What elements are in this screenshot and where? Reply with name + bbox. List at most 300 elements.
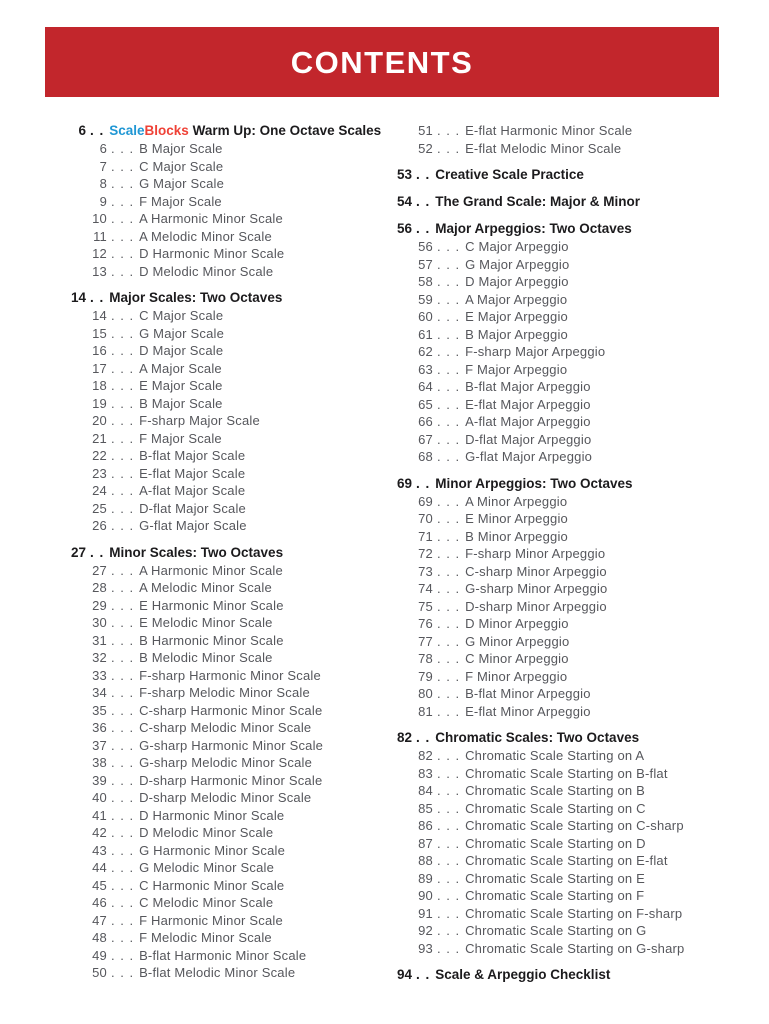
toc-page-number: 16 [92,343,107,358]
toc-leader-dots: . . . [437,528,461,544]
toc-page-number: 9 [99,193,107,209]
toc-leader-dots: . . . [111,895,135,910]
toc-leader-dots: . . . [111,562,135,578]
toc-page-number: 91 [418,905,433,921]
toc-page-number: 52 [418,140,433,156]
toc-leader-dots: . . . [437,703,461,719]
toc-entry-row [389,905,767,923]
toc-page-number: 68 [418,449,433,464]
toc-entry-label: F Harmonic Minor Scale [139,912,283,928]
toc-page-number: 19 [92,395,107,411]
toc-leader-dots: . . . [111,877,135,893]
toc-entry-label: Chromatic Scale Starting on B-flat [465,765,668,781]
toc-entry-row [389,378,767,396]
toc-page-number: 94 [396,967,412,982]
toc-entry-label: B Major Arpeggio [465,326,568,342]
toc-leader-dots: . . . [111,246,135,261]
toc-leader-dots: . . . [111,430,135,446]
toc-leader-dots: . . . [111,395,135,411]
toc-page-number: 6 [99,141,107,156]
toc-page-number: 61 [418,326,433,342]
toc-leader-dots: . . . [437,668,461,684]
toc-leader-dots: . . . [437,511,461,526]
toc-section-title: Scale & Arpeggio Checklist [435,967,611,982]
toc-section-title: Major Arpeggios: Two Octaves [435,221,632,236]
toc-leader-dots: . . . [437,256,461,272]
toc-entry-row [389,765,767,783]
toc-page-number: 70 [418,511,433,526]
toc-entry-label: Chromatic Scale Starting on E-flat [465,853,668,868]
toc-entry-row [389,256,767,274]
toc-entry-label: B-flat Harmonic Minor Scale [139,947,307,963]
toc-leader-dots: . . . [111,860,135,875]
toc-page-number: 32 [92,650,107,665]
toc-page-number: 50 [92,965,107,980]
toc-leader-dots: . . . [437,888,461,903]
toc-entry-label: Chromatic Scale Starting on D [465,835,646,851]
toc-page-number: 44 [92,860,107,875]
toc-entry-row [63,562,389,580]
toc-page-number: 17 [92,360,107,376]
toc-entry-label: E Major Arpeggio [465,309,568,324]
toc-entry-label: E-flat Harmonic Minor Scale [465,123,633,138]
toc-entry-row [63,245,389,263]
toc-section-title: Major Scales: Two Octaves [109,290,283,305]
toc-page-number: 46 [92,895,107,910]
toc-page-number: 85 [418,800,433,816]
toc-leader-dots: . . . [111,193,135,209]
toc-entry-label: D-sharp Melodic Minor Scale [139,790,312,805]
toc-page-number: 69 [396,475,412,491]
toc-leader-dots: . . . [111,158,135,174]
toc-page-number: 25 [92,500,107,516]
toc-entry-row [63,500,389,518]
toc-entry-label: B Major Scale [139,141,223,156]
toc-leader-dots: . . . [437,783,461,798]
toc-page-number: 45 [92,877,107,893]
toc-entry-label: G-flat Major Arpeggio [465,449,593,464]
toc-page-number: 93 [418,940,433,956]
toc-leader-dots: . . . [111,685,135,700]
toc-entry-label: Chromatic Scale Starting on G-sharp [465,940,685,956]
toc-entry-row [63,430,389,448]
toc-page-number: 30 [92,615,107,630]
toc-entry-label: B-flat Major Arpeggio [465,379,591,394]
toc-section-title [109,122,381,140]
toc-page-number: 23 [92,465,107,481]
toc-entry-label: E-flat Major Arpeggio [465,396,591,412]
toc-leader-dots: . . . [437,581,461,596]
toc-entry-label: D-flat Major Arpeggio [465,431,592,447]
toc-page-number: 38 [92,755,107,770]
toc-leader-dots: . . . [437,239,461,254]
toc-page-number: 67 [418,431,433,447]
toc-leader-dots: . . . [437,123,461,138]
toc-page-number: 47 [92,912,107,928]
toc-leader-dots: . . . [437,493,461,509]
toc-leader-dots: . . [416,221,431,236]
toc-entry-row [389,396,767,414]
toc-page-number: 20 [92,413,107,428]
toc-section-row [63,289,389,307]
toc-entry-label: E-flat Minor Arpeggio [465,703,591,719]
toc-leader-dots: . . . [437,765,461,781]
toc-section-row [389,166,767,184]
toc-entry-label: C Major Scale [139,308,224,323]
toc-leader-dots: . . [416,475,431,491]
toc-entry-row [389,633,767,651]
toc-entry-row [389,493,767,511]
toc-entry-row [63,859,389,877]
toc-leader-dots: . . . [111,755,135,770]
toc-entry-row [389,361,767,379]
toc-entry-label: D Minor Arpeggio [465,616,569,631]
toc-leader-dots: . . . [437,853,461,868]
toc-leader-dots: . . . [111,772,135,788]
toc-leader-dots: . . . [111,720,135,735]
toc-entry-label: D Major Scale [139,343,224,358]
toc-page-number: 18 [92,378,107,393]
toc-entry-row [63,360,389,378]
toc-entry-label: F Minor Arpeggio [465,668,568,684]
toc-entry-label: C Harmonic Minor Scale [139,877,285,893]
toc-leader-dots: . . . [111,737,135,753]
toc-leader-dots: . . . [111,343,135,358]
toc-entry-row [389,510,767,528]
toc-page-number: 12 [92,246,107,261]
toc-page-number: 22 [92,448,107,463]
toc-leader-dots: . . . [111,965,135,980]
contents-banner [45,27,719,97]
toc-section-row [63,544,389,562]
toc-page-number: 58 [418,274,433,289]
toc-leader-dots: . . . [111,176,135,191]
toc-leader-dots: . . . [437,309,461,324]
toc-section-row [389,966,767,984]
toc-entry-label: E-flat Melodic Minor Scale [465,140,622,156]
toc-entry-row [63,632,389,650]
toc-page-number: 73 [418,563,433,579]
toc-page-number: 27 [92,562,107,578]
toc-entry-row [63,395,389,413]
toc-page-number: 56 [396,221,412,236]
toc-page-number: 69 [418,493,433,509]
toc-entry-row [63,307,389,325]
toc-leader-dots: . . . [437,431,461,447]
toc-entry-row [389,835,767,853]
toc-leader-dots: . . . [437,686,461,701]
toc-page-number: 64 [418,379,433,394]
toc-entry-label: D-sharp Minor Arpeggio [465,598,607,614]
toc-leader-dots: . . . [437,291,461,307]
toc-leader-dots: . . [90,544,105,560]
toc-entry-row [63,789,389,807]
toc-page-number: 78 [418,651,433,666]
toc-entry-row [389,650,767,668]
toc-page-number: 48 [92,930,107,945]
toc-entry-row [63,964,389,982]
toc-entry-label: A Major Scale [139,360,222,376]
toc-entry-row [63,807,389,825]
toc-entry-row [389,545,767,563]
toc-entry-row [63,614,389,632]
toc-entry-row [63,894,389,912]
toc-section-title: Chromatic Scales: Two Octaves [435,730,640,745]
toc-leader-dots: . . . [437,449,461,464]
toc-entry-label: A-flat Major Arpeggio [465,414,591,429]
toc-leader-dots: . . . [111,632,135,648]
toc-entry-row [389,598,767,616]
toc-entry-label: C Major Scale [139,158,224,174]
toc-leader-dots: . . . [111,211,135,226]
toc-entry-label: E Minor Arpeggio [465,511,568,526]
toc-page-number: 62 [418,344,433,359]
toc-leader-dots: . . . [111,360,135,376]
toc-entry-label: Chromatic Scale Starting on B [465,783,645,798]
toc-section-row [389,475,767,493]
toc-page-number: 51 [418,123,433,138]
toc-page-number: 31 [92,632,107,648]
toc-leader-dots: . . . [437,800,461,816]
toc-entry-label: F-sharp Melodic Minor Scale [139,685,310,700]
toc-page-number: 13 [92,263,107,279]
toc-page-number: 75 [418,598,433,614]
toc-entry-label: A Harmonic Minor Scale [139,562,283,578]
toc-section-title: Minor Arpeggios: Two Octaves [435,475,633,491]
toc-entry-row [389,238,767,256]
toc-page-number: 77 [418,633,433,649]
toc-entry-label: B Minor Arpeggio [465,528,568,544]
toc-page-number: 54 [396,194,412,209]
toc-entry-row [63,579,389,597]
toc-entry-row [389,308,767,326]
toc-page-number: 24 [92,483,107,498]
toc-entry-label: G-sharp Melodic Minor Scale [139,755,313,770]
toc-leader-dots: . . . [437,870,461,886]
toc-page-number: 83 [418,765,433,781]
toc-leader-dots: . . . [111,667,135,683]
toc-page-number: 15 [92,325,107,341]
toc-entry-row [63,342,389,360]
toc-entry-row [63,175,389,193]
toc-entry-label: D Melodic Minor Scale [139,825,274,840]
toc-entry-label: Chromatic Scale Starting on F-sharp [465,905,683,921]
toc-leader-dots: . . . [437,923,461,938]
toc-entry-label: D Harmonic Minor Scale [139,246,285,261]
toc-section-row [63,122,389,140]
toc-leader-dots: . . . [111,930,135,945]
toc-entry-row [389,800,767,818]
toc-page-number: 39 [92,772,107,788]
toc-entry-row [389,668,767,686]
section-title-text: Warm Up: One Octave Scales [188,123,382,138]
toc-entry-label: D-sharp Harmonic Minor Scale [139,772,323,788]
toc-leader-dots: . . . [437,414,461,429]
toc-leader-dots: . . . [437,563,461,579]
toc-page-number: 40 [92,790,107,805]
toc-entry-row [63,702,389,720]
toc-entry-row [63,447,389,465]
toc-page-number: 14 [70,290,86,305]
toc-page-number: 29 [92,597,107,613]
toc-entry-row [389,580,767,598]
toc-entry-row [389,922,767,940]
toc-leader-dots: . . . [111,263,135,279]
toc-entry-label: B-flat Melodic Minor Scale [139,965,296,980]
toc-leader-dots: . . . [111,842,135,858]
toc-leader-dots: . . . [437,818,461,833]
toc-entry-row [63,482,389,500]
toc-entry-row [63,263,389,281]
toc-entry-row [389,782,767,800]
toc-entry-label: F-sharp Major Scale [139,413,260,428]
toc-entry-row [389,852,767,870]
toc-entry-label: C Minor Arpeggio [465,651,569,666]
toc-page-number: 84 [418,783,433,798]
toc-entry-row [389,887,767,905]
toc-entry-row [389,140,767,158]
toc-entry-label: F-sharp Major Arpeggio [465,344,606,359]
toc-page-number: 63 [418,361,433,377]
toc-entry-row [389,122,767,140]
toc-entry-row [63,667,389,685]
toc-page-number: 37 [92,737,107,753]
toc-entry-row [389,431,767,449]
toc-page-number: 43 [92,842,107,858]
brand-scale: Scale [109,123,145,138]
toc-leader-dots: . . . [111,325,135,341]
toc-leader-dots: . . . [437,633,461,649]
toc-entry-row [63,842,389,860]
toc-entry-row [389,343,767,361]
toc-page-number: 34 [92,685,107,700]
toc-leader-dots: . . . [111,308,135,323]
toc-entry-label: A Melodic Minor Scale [139,228,272,244]
toc-leader-dots: . . . [437,326,461,342]
toc-page-number: 66 [418,414,433,429]
toc-entry-label: F Major Scale [139,193,222,209]
toc-entry-row [63,210,389,228]
toc-entry-row [63,412,389,430]
toc-section-row [389,220,767,238]
toc-entry-row [63,649,389,667]
toc-page-number: 53 [396,167,412,182]
toc-entry-label: C-sharp Melodic Minor Scale [139,720,312,735]
toc-entry-label: Chromatic Scale Starting on E [465,870,645,886]
toc-entry-row [63,377,389,395]
toc-leader-dots: . . . [437,651,461,666]
toc-entry-row [389,291,767,309]
toc-entry-row [389,870,767,888]
toc-entry-label: Chromatic Scale Starting on F [465,888,645,903]
toc-entry-row [389,940,767,958]
toc-page-number: 42 [92,825,107,840]
toc-leader-dots: . . . [111,500,135,516]
toc-entry-row [63,517,389,535]
toc-entry-row [389,685,767,703]
toc-entry-row [63,719,389,737]
toc-section-row [389,729,767,747]
toc-leader-dots: . . . [437,344,461,359]
toc-entry-row [389,413,767,431]
toc-entry-row [63,325,389,343]
toc-entry-label: G-flat Major Scale [139,518,247,533]
toc-entry-label: G Major Scale [139,325,225,341]
page-title: CONTENTS [290,44,474,80]
toc-leader-dots: . . . [111,947,135,963]
toc-entry-label: F Melodic Minor Scale [139,930,272,945]
toc-section-title: Minor Scales: Two Octaves [109,544,284,560]
toc-leader-dots: . . . [437,835,461,851]
toc-page-number: 14 [92,308,107,323]
toc-page-number: 82 [396,730,412,745]
toc-entry-label: B Melodic Minor Scale [139,650,273,665]
toc-page-number: 65 [418,396,433,412]
toc-page-number: 11 [93,228,107,244]
toc-leader-dots: . . . [111,378,135,393]
toc-page-number: 88 [418,853,433,868]
toc-entry-row [389,528,767,546]
toc-entry-label: F Major Arpeggio [465,361,568,377]
toc-page-number: 57 [418,256,433,272]
toc-page-number: 60 [418,309,433,324]
toc-entry-label: G Melodic Minor Scale [139,860,275,875]
toc-page-number: 26 [92,518,107,533]
toc-leader-dots: . . . [437,940,461,956]
toc-section-title: Creative Scale Practice [435,167,584,182]
toc-entry-row [389,747,767,765]
toc-entry-row [63,465,389,483]
toc-leader-dots: . . . [437,546,461,561]
toc-entry-label: G Minor Arpeggio [465,633,570,649]
toc-entry-label: A Major Arpeggio [465,291,568,307]
toc-entry-row [63,737,389,755]
toc-entry-label: Chromatic Scale Starting on C [465,800,646,816]
toc-entry-row [63,947,389,965]
toc-entry-row [63,140,389,158]
toc-section-title: The Grand Scale: Major & Minor [435,194,641,209]
toc-entry-label: B-flat Minor Arpeggio [465,686,591,701]
toc-entry-label: B Major Scale [139,395,223,411]
toc-leader-dots: . . [416,167,431,182]
toc-entry-label: Chromatic Scale Starting on C-sharp [465,818,684,833]
toc-leader-dots: . . . [437,616,461,631]
toc-leader-dots: . . . [111,615,135,630]
toc-page-number: 27 [70,544,86,560]
toc-leader-dots: . . . [111,807,135,823]
toc-page-number: 6 [78,123,86,138]
toc-page-number: 41 [92,807,107,823]
toc-leader-dots: . . [416,967,431,982]
toc-leader-dots: . . . [437,598,461,614]
toc-page-number: 86 [418,818,433,833]
toc-page-number: 7 [99,158,107,174]
toc-entry-label: G Major Arpeggio [465,256,570,272]
toc-leader-dots: . . . [111,518,135,533]
toc-page-number: 76 [418,616,433,631]
toc-page-number: 28 [92,580,107,595]
toc-entry-row [389,703,767,721]
toc-page-number: 90 [418,888,433,903]
toc-leader-dots: . . . [437,379,461,394]
toc-leader-dots: . . . [437,361,461,377]
toc-leader-dots: . . . [111,912,135,928]
toc-leader-dots: . . [416,194,431,209]
toc-page-number: 33 [92,667,107,683]
toc-entry-label: D Major Arpeggio [465,274,569,289]
toc-column-left [63,122,389,982]
toc-page-number: 89 [418,870,433,886]
